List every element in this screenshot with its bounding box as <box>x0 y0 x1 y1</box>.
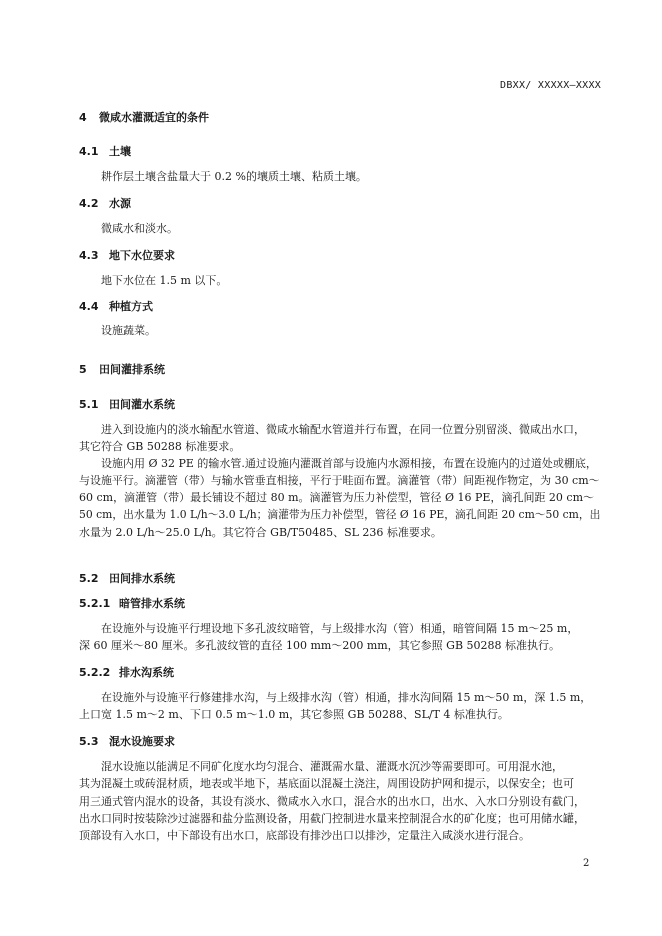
page-number: 2 <box>583 858 590 869</box>
section-title: 混水设施要求 <box>109 735 175 748</box>
paragraph-line: 用三通式管内混水的设备，其设有淡水、微咸水入水口，混合水的出水口，出水、入水口分别设有截门， <box>79 795 585 808</box>
section-5-2-2-heading <box>79 664 174 680</box>
paragraph-line: 其为混凝土或砖混材质，地表或半地下，基底面以混凝土浇注，周围设防护网和提示，以保安全；也可 <box>79 777 574 790</box>
standard-code-header: DBXX/ XXXXX—XXXX <box>500 80 602 91</box>
paragraph-line: 微咸水和淡水。 <box>101 222 178 235</box>
section-title: 地下水位要求 <box>109 249 175 262</box>
paragraph-line: 耕作层土壤含盐量大于 0.2 %的壤质土壤、粘质土壤。 <box>101 170 367 183</box>
section-5-heading <box>79 361 165 377</box>
section-number: 5.2.1 <box>79 597 111 610</box>
paragraph-line: 上口宽 1.5 m～2 m、下口 0.5 m～1.0 m，其它参照 GB 50288、SL/T 4 标准执行。 <box>79 708 509 721</box>
section-title: 田间灌水系统 <box>109 398 175 411</box>
section-5-2-1-heading <box>79 595 185 611</box>
paragraph-line: 地下水位在 1.5 m 以下。 <box>101 274 228 287</box>
section-4-2-heading <box>79 195 131 211</box>
section-number: 4.1 <box>79 145 99 158</box>
paragraph-line: 与设施平行。滴灌管（带）与输水管垂直相接，平行于畦面布置。滴灌管（带）间距视作物定，为 30 cm～ <box>79 474 600 487</box>
section-title: 土壤 <box>109 145 131 158</box>
section-4-heading <box>79 109 209 125</box>
section-4-3-heading <box>79 247 175 263</box>
paragraph-line: 50 cm，出水量为 1.0 L/h～3.0 L/h；滴灌带为压力补偿型，管径 Ø 16 PE，滴孔间距 20 cm～50 cm，出 <box>79 508 601 521</box>
paragraph-line: 在设施外与设施平行埋设地下多孔波纹暗管，与上级排水沟（管）相通，暗管间隔 15 m～25 m， <box>101 622 579 635</box>
section-number: 5.1 <box>79 398 99 411</box>
section-title: 田间排水系统 <box>109 572 175 585</box>
section-title: 微咸水灌溉适宜的条件 <box>99 111 209 124</box>
paragraph-line: 进入到设施内的淡水输配水管道、微咸水输配水管道并行布置，在同一位置分别留淡、微咸出水口， <box>101 423 585 436</box>
section-5-2-heading <box>79 570 175 586</box>
paragraph-line: 设施内用 Ø 32 PE 的输水管.通过设施内灌溉首部与设施内水源相接，布置在设施内的过道处或棚底， <box>101 457 597 470</box>
section-number: 5 <box>79 363 87 376</box>
section-4-4-heading <box>79 298 153 314</box>
paragraph-line: 顶部设有入水口，中下部设有出水口，底部设有排沙出口以排沙，定量注入咸淡水进行混合。 <box>79 829 530 842</box>
section-number: 4.3 <box>79 249 99 262</box>
paragraph-line: 设施蔬菜。 <box>101 324 156 337</box>
paragraph-line: 水量为 2.0 L/h～25.0 L/h。其它符合 GB/T50485、SL 236 标准要求。 <box>79 526 442 539</box>
section-number: 5.2.2 <box>79 666 111 679</box>
section-number: 5.3 <box>79 735 99 748</box>
section-number: 4.4 <box>79 300 99 313</box>
paragraph-line: 出水口同时按装除沙过滤器和盐分监测设备，用截门控制进水量来控制混合水的矿化度；也可用储水罐， <box>79 812 585 825</box>
paragraph-line: 混水设施以能满足不同矿化度水均匀混合、灌溉需水量、灌溉水沉沙等需要即可。可用混水池， <box>101 760 563 773</box>
paragraph-line: 在设施外与设施平行修建排水沟，与上级排水沟（管）相通，排水沟间隔 15 m～50 m，深 1.5 m， <box>101 691 592 704</box>
section-4-1-heading <box>79 143 131 159</box>
paragraph-line: 60 cm，滴灌管（带）最长铺设不超过 80 m。滴灌管为压力补偿型，管径 Ø 16 PE，滴孔间距 20 cm～ <box>79 491 595 504</box>
section-5-3-heading <box>79 733 175 749</box>
section-title: 暗管排水系统 <box>119 597 185 610</box>
section-number: 5.2 <box>79 572 99 585</box>
section-title: 田间灌排系统 <box>99 363 165 376</box>
paragraph-line: 其它符合 GB 50288 标准要求。 <box>79 440 241 453</box>
section-number: 4 <box>79 111 87 124</box>
section-title: 水源 <box>109 197 131 210</box>
section-title: 排水沟系统 <box>119 666 174 679</box>
section-title: 种植方式 <box>109 300 153 313</box>
section-5-1-heading <box>79 396 175 412</box>
paragraph-line: 深 60 厘米～80 厘米。多孔波纹管的直径 100 mm～200 mm，其它参照 GB 50288 标准执行。 <box>79 639 561 652</box>
section-number: 4.2 <box>79 197 99 210</box>
